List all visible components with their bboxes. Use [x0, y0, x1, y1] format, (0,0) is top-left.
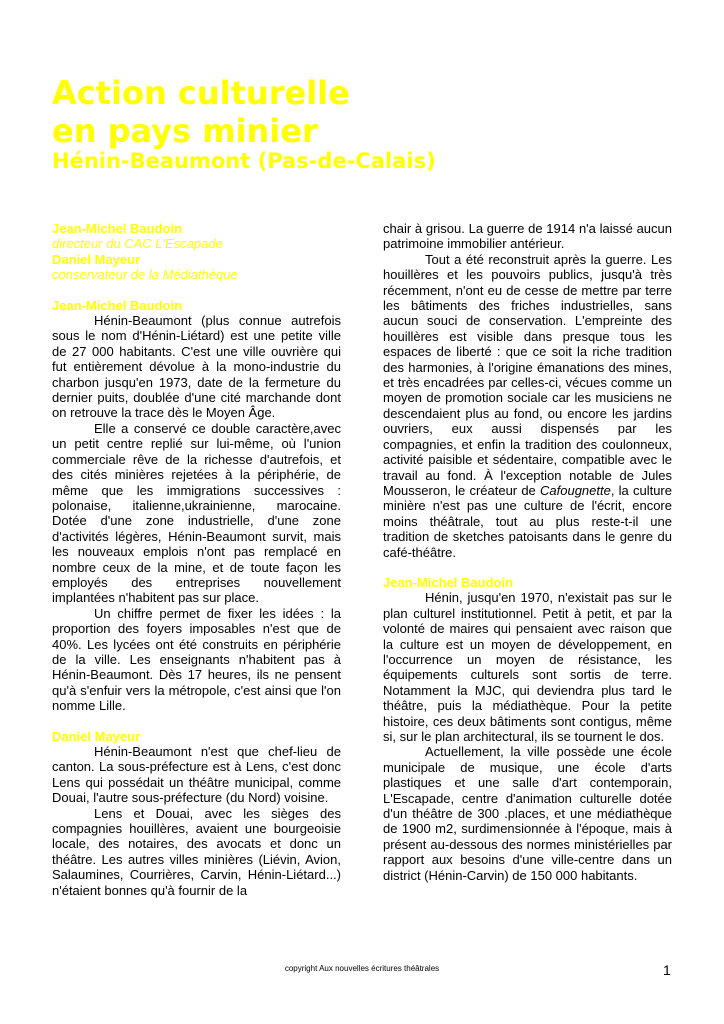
author-role: directeur du CAC L'Escapade: [52, 236, 223, 252]
paragraph: Actuellement, la ville possède une école municipale de musique, une école d'arts plastiques et une salle d'art contemporain, L'Escapade, centre d'animation culturelle dotée d'un théâtre de 300 .places, et une médiathèque de 1900 m2, surdimensionnée à l'époque, mais à présent au-dessous des normes ministérielles par rapport aux besoins d'une ville-centre dans un district (Hénin-Carvin) de 150 000 habitants.: [383, 744, 672, 883]
paragraph: chair à grisou. La guerre de 1914 n'a laissé aucun patrimoine immobilier antérieur.: [383, 221, 672, 252]
author-role: conservateur de la Médiathèque: [52, 267, 238, 283]
author-name: Daniel Mayeur: [52, 251, 141, 267]
paragraph: [383, 252, 672, 560]
page-title: [52, 74, 350, 150]
title-line-1: Action culturelle: [52, 74, 350, 112]
paragraph: Hénin, jusqu'en 1970, n'existait pas sur le plan culturel institutionnel. Petit à petit, et par la volonté de maires qui pensaient avec raison que la culture est un moyen de développement, en l'occurrence un moyen de résistance, les équipements culturels sont sortis de terre. Notamment la MJC, qui deviendra plus tard le théâtre, puis la médiathèque. Pour la petite histoire, ces deux bâtiments sont contigus, même si, sur le plan architectural, ils se tournent le dos.: [383, 590, 672, 744]
title-line-2: en pays minier: [52, 112, 318, 150]
page-number: 1: [663, 962, 671, 978]
right-column: [383, 221, 672, 883]
paragraph-text: , la culture minière n'est pas une culture de l'écrit, encore moins théâtrale, tout au plus reste-t-il une tradition de sketches patoisants dans le genre du café-théâtre.: [383, 482, 672, 560]
paragraph: Elle a conservé ce double caractère,avec un petit centre replié sur lui-même, où l'union commerciale rêve de la richesse d'autrefois, et des cités minières rejetées à la périphérie, de même que les immigrations successives : polonaise, italienne,ukrainienne, marocaine. Dotée d'une zone industrielle, d'une zone d'activités légères, Hénin-Beaumont survit, mais les nouveaux emplois n'ont pas remplacé en nombre ceux de la mine, et de toute façon les employés des entreprises nouvellement implantées n'habitent pas sur place.: [52, 420, 341, 606]
speaker-heading: Jean-Michel Baudoin: [383, 574, 514, 590]
speaker-heading: Daniel Mayeur: [52, 728, 141, 744]
paragraph-text: Tout a été reconstruit après la guerre. Les houillères et les pouvoirs publics, jusqu'à très récemment, n'ont eu de cesse de mettre par terre les bâtiments des friches industrielles, sans aucun souci de conservation. L'empreinte des houillères est visible dans presque tous les espaces de liberté : que ce soit la riche tradition des harmonies, à l'origine émanations des mines, et très encadrées par celles-ci, vécues comme un moyen de promotion sociale car les musiciens ne descendaient plus au fond, ou encore les jardins ouvriers, eux aussi dispensés par les compagnies, et enfin la tradition des coulonneux, activité paisible et sédentaire, compatible avec le travail au fond. À l'exception notable de Jules Mousseron, le créateur de: [383, 251, 672, 498]
paragraph: Un chiffre permet de fixer les idées : la proportion des foyers imposables n'est que de 40%. Les lycées ont été construits en périphérie de la ville. Les enseignants n'habitent pas à Hénin-Beaumont. Dès 17 heures, ils ne pensent qu'à s'enfuir vers la métropole, c'est ainsi que l'on nomme Lille.: [52, 605, 341, 714]
emphasis-text: Cafougnette: [540, 482, 611, 498]
left-column: [52, 221, 341, 898]
paragraph: Hénin-Beaumont n'est que chef-lieu de canton. La sous-préfecture est à Lens, c'est donc Lens qui possédait un théâtre municipal, comme Douai, l'autre sous-préfecture (du Nord) voisine.: [52, 744, 341, 806]
speaker-heading: Jean-Michel Baudoin: [52, 297, 183, 313]
author-name: Jean-Michel Baudoin: [52, 221, 183, 236]
paragraph: Lens et Douai, avec les sièges des compagnies houillères, avaient une bourgeoisie locale, des notaires, des avocats et donc un théâtre. Les autres villes minières (Liévin, Avion, Salaumines, Courrières, Carvin, Hénin-Liétard...) n'étaient bonnes qu'à fournir de la: [52, 805, 341, 898]
footer-copyright: copyright Aux nouvelles écritures théâtrales: [284, 964, 440, 973]
paragraph: Hénin-Beaumont (plus connue autrefois sous le nom d'Hénin-Liétard) est une petite ville de 27 000 habitants. C'est une ville ouvrière qui fut entièrement dévolue à la mono-industrie du charbon jusqu'en 1973, date de la fermeture du dernier puits, doublée d'une cité marchande dont on retrouve la trace dès le Moyen Âge.: [52, 313, 341, 421]
page-subtitle: Hénin-Beaumont (Pas-de-Calais): [52, 149, 436, 173]
